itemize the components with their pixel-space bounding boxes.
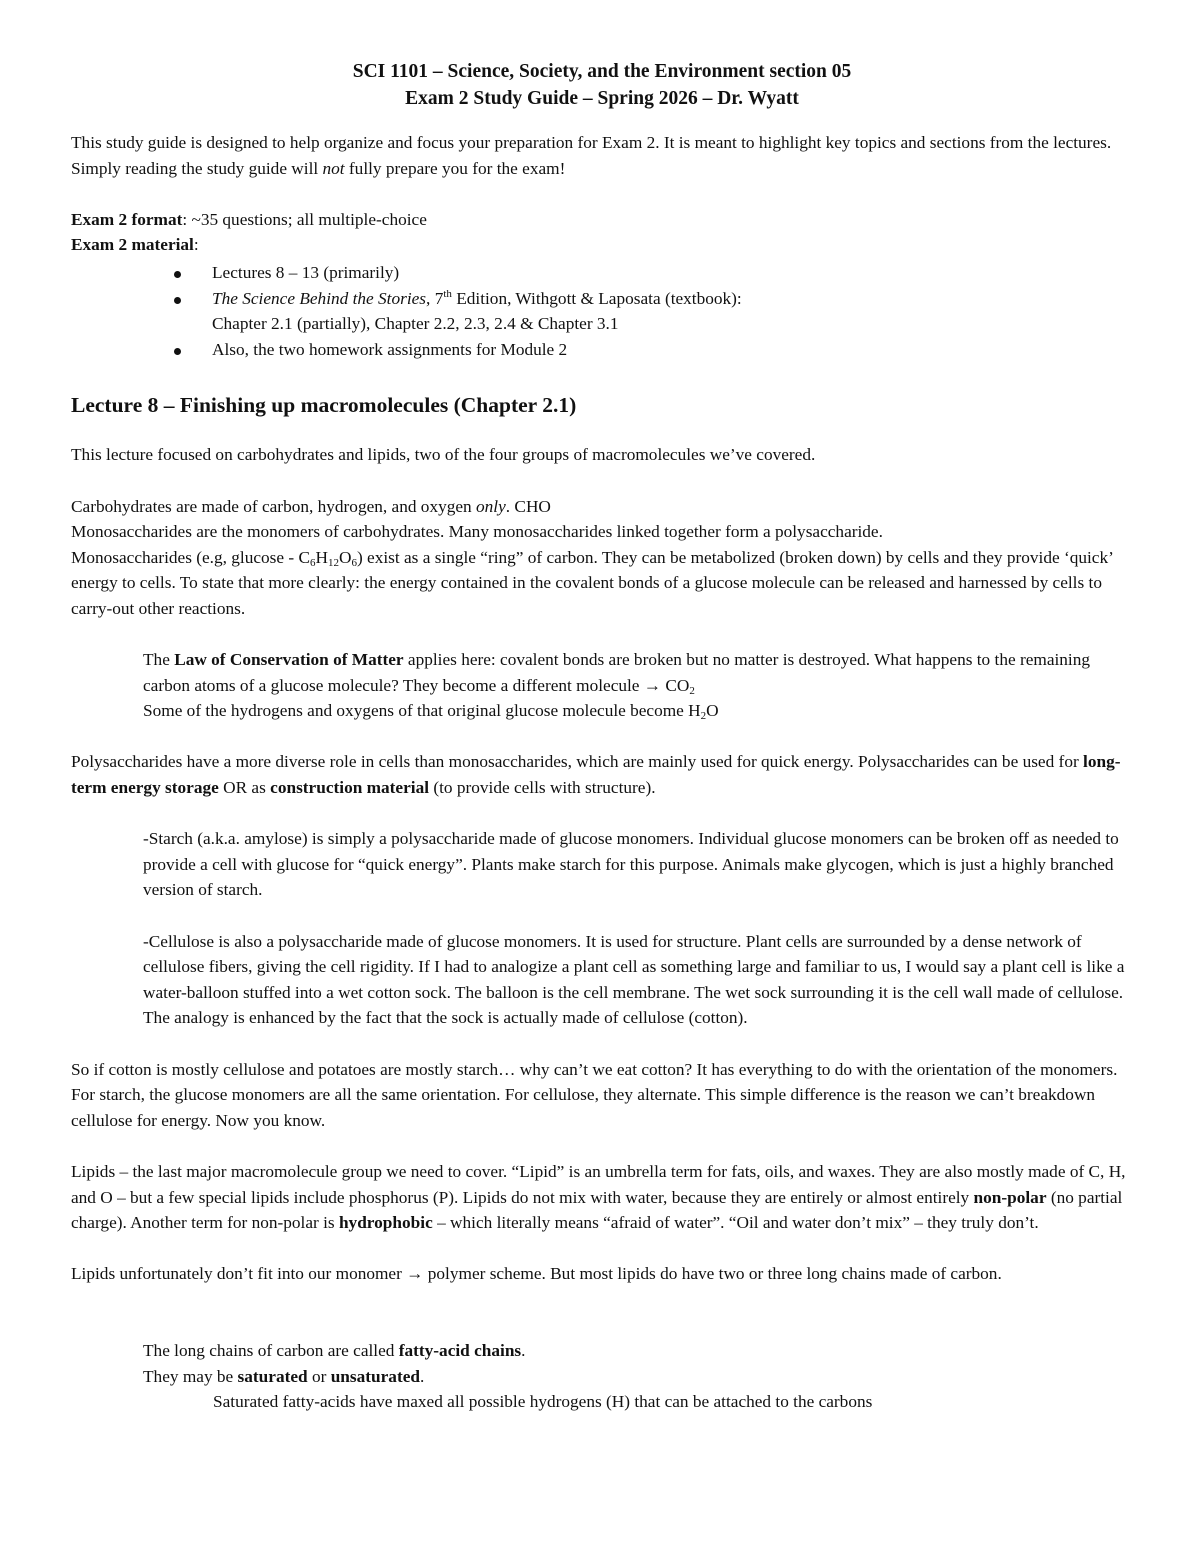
- bullet-icon: [174, 271, 181, 278]
- law-term: Law of Conservation of Matter: [174, 650, 404, 670]
- guide-title: Exam 2 Study Guide – Spring 2026 – Dr. Wyatt: [405, 88, 799, 109]
- list-item: The Science Behind the Stories, 7th Edition, Withgott & Laposata (textbook): Chapter 2.1 (partially), Chapter 2.2, 2.3, 2.4 & Chapter 3.1: [71, 286, 1133, 337]
- bullet-icon: [174, 297, 181, 304]
- starch-paragraph: -Starch (a.k.a. amylose) is simply a polysaccharide made of glucose monomers. Individual glucose monomers can be broken off as needed to provide a cell with glucose for “quick energy”. Plants make starch for this purpose. Animals make glycogen, which is just a highly branched version of starch.: [143, 829, 1119, 900]
- fatty-acid-line: The long chains of carbon are called fatty-acid chains.: [143, 1340, 526, 1360]
- water-paragraph: Some of the hydrogens and oxygens of that original glucose molecule become $H_2O$: [143, 701, 719, 723]
- exam-format: Exam 2 format: ~35 questions; all multiple-choice: [71, 209, 427, 229]
- cotton-paragraph: So if cotton is mostly cellulose and potatoes are mostly starch… why can’t we eat cotton? It has everything to do with the orientation of the monomers. For starch, the glucose monomers are all the same orientation. For cellulose, they alternate. This simple difference is the reason we can’t breakdown cellulose for energy. Now you know.: [71, 1059, 1118, 1130]
- glucose-paragraph: Monosaccharides (e.g, glucose - $C_6H_{12}O_6$) exist as a single “ring” of carbon. They can be metabolized (broken down) by cells and they provide ‘quick’ energy to cells. To state that more clearly: the energy contained in the covalent bonds of a glucose molecule can be released and harnessed by cells to carry-out other reactions.: [71, 547, 1113, 618]
- saturated-definition: Saturated fatty-acids have maxed all possible hydrogens (H) that can be attached to the carbons: [213, 1392, 873, 1412]
- conservation-block: [71, 647, 1133, 724]
- exam-material-label: Exam 2 material: [71, 235, 194, 255]
- lecture-8-heading: Lecture 8 – Finishing up macromolecules (Chapter 2.1): [71, 393, 577, 418]
- list-item: Also, the two homework assignments for Module 2: [71, 337, 1133, 363]
- emphasis-not: not: [322, 158, 345, 178]
- conservation-paragraph: The Law of Conservation of Matter applies here: covalent bonds are broken but no matter is destroyed. What happens to the remaining carbon atoms of a glucose molecule? They become a different molecule → $CO_2$: [143, 650, 1091, 697]
- course-title: SCI 1101 – Science, Society, and the Environment section 05: [352, 61, 852, 82]
- list-item: Lectures 8 – 13 (primarily): [71, 260, 1133, 286]
- cellulose-paragraph: -Cellulose is also a polysaccharide made of glucose monomers. It is used for structure. Plant cells are surrounded by a dense network of cellulose fibers, giving the cell rigidity. If I had to analogize a plant cell as something large and familiar to us, I would say a plant cell is like a water-balloon stuffed into a wet cotton sock. The balloon is the cell membrane. The wet sock surrounding it is the cell wall made of cellulose. The analogy is enhanced by the fact that the sock is actually made of cellulose (cotton).: [143, 931, 1125, 1028]
- polysaccharides-paragraph: Polysaccharides have a more diverse role in cells than monosaccharides, which are mainly used for quick energy. Polysaccharides can be used for long-term energy storage OR as construction material (to provide cells with structure).: [71, 752, 1121, 798]
- lipids-paragraph: Lipids – the last major macromolecule group we need to cover. “Lipid” is an umbrella term for fats, oils, and waxes. They are also mostly made of C, H, and O – but a few special lipids include phosphorus (P). Lipids do not mix with water, because they are entirely or almost entirely non-polar (no partial charge). Another term for non-polar is hydrophobic – which literally means “afraid of water”. “Oil and water don’t mix” – they truly don’t.: [71, 1161, 1126, 1233]
- document-page: [71, 58, 1133, 1415]
- carbohydrates-definition: Carbohydrates are made of carbon, hydrogen, and oxygen only. CHO: [71, 496, 551, 516]
- textbook-title: The Science Behind the Stories: [212, 288, 427, 308]
- material-list: [71, 260, 1133, 362]
- lecture-8-summary: This lecture focused on carbohydrates and lipids, two of the four groups of macromolecules we’ve covered.: [71, 445, 816, 465]
- exam-material: Exam 2 material:: [71, 235, 199, 255]
- intro-paragraph: This study guide is designed to help organize and focus your preparation for Exam 2. It is meant to highlight key topics and sections from the lectures. Simply reading the study guide will not fully prepare you for the exam!: [71, 133, 1112, 178]
- monosaccharides-paragraph: Monosaccharides are the monomers of carbohydrates. Many monosaccharides linked together form a polysaccharide.: [71, 522, 883, 542]
- exam-format-label: Exam 2 format: [71, 209, 183, 229]
- saturation-line: They may be saturated or unsaturated.: [143, 1366, 425, 1386]
- lipid-scheme-paragraph: Lipids unfortunately don’t fit into our monomer → polymer scheme. But most lipids do have two or three long chains made of carbon.: [71, 1264, 1002, 1284]
- bullet-icon: [174, 348, 181, 355]
